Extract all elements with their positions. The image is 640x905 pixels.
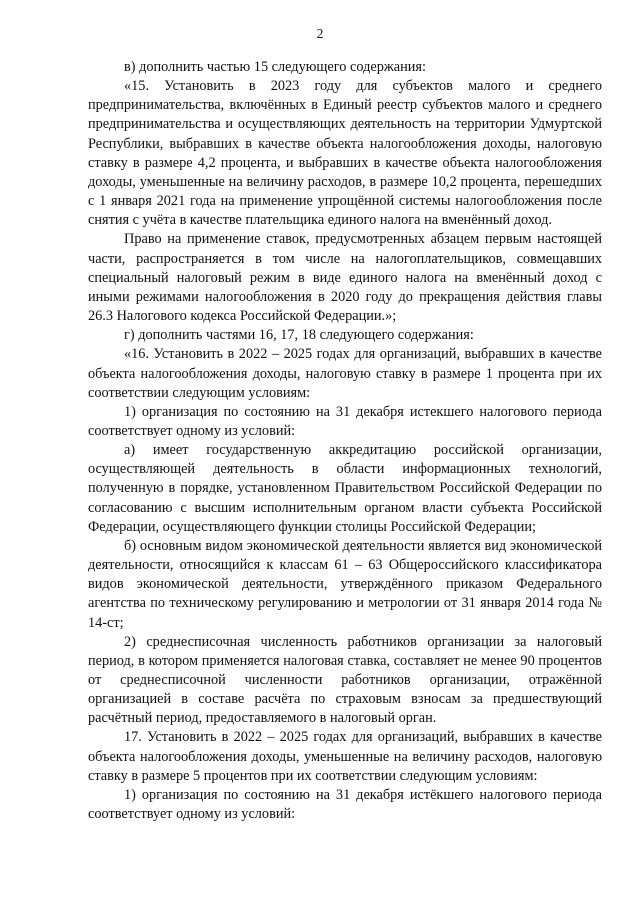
paragraph-16-condition-1b: б) основным видом экономической деятельности является вид экономической деятельности, относящийся к классам 61 – 63 Общероссийского классификатора видов экономической деятельности, утверждённого приказом Федерального агентства по техническому регулированию и метрологии от 31 января 2014 года № 14-ст;	[88, 537, 602, 631]
paragraph-16-condition-2: 2) среднесписочная численность работников организации за налоговый период, в котором применяется налоговая ставка, составляет не менее 90 процентов от среднесписочной численности работников организации, отражённой организацией в составе расчёта по страховым взносам за предшествующий расчётный период, предоставляемого в налоговый орган.	[88, 633, 602, 727]
paragraph-17-condition-1: 1) организация по состоянию на 31 декабря истёкшего налогового периода соответствует одному из условий:	[88, 786, 602, 823]
paragraph-part-16: «16. Установить в 2022 – 2025 годах для организаций, выбравших в качестве объекта налогообложения доходы, налоговую ставку в размере 1 процента при их соответствии следующим условиям:	[88, 346, 602, 401]
paragraph-item-v: в) дополнить частью 15 следующего содержания:	[124, 59, 426, 75]
page-number: 2	[316, 26, 324, 41]
paragraph-rates-right: Право на применение ставок, предусмотренных абзацем первым настоящей части, распространяется в том числе на налогоплательщиков, совмещавших специальный налоговый режим в виде единого налога на вменённый доход с иными режимами налогообложения в 2020 году до прекращения действия главы 26.3 Налогового кодекса Российской Федерации.»;	[88, 231, 602, 325]
document-body	[88, 58, 602, 824]
paragraph-item-g: г) дополнить частями 16, 17, 18 следующего содержания:	[124, 327, 474, 344]
paragraph-16-condition-1: 1) организация по состоянию на 31 декабря истекшего налогового периода соответствует одному из условий:	[88, 403, 602, 439]
paragraph-part-15: «15. Установить в 2023 году для субъектов малого и среднего предпринимательства, включённых в Единый реестр субъектов малого и среднего предпринимательства и осуществляющих деятельность на территории Удмуртской Республики, выбравших в качестве объекта налогообложения доходы, налоговую ставку в размере 4,2 процента, и выбравших в качестве объекта налогообложения доходы, уменьшенные на величину расходов, в размере 10,2 процента, перешедших с 1 января 2021 года на применение упрощённой системы налогообложения после снятия с учёта в качестве плательщика единого налога на вменённый доход.	[88, 78, 602, 229]
paragraph-16-condition-1a: а) имеет государственную аккредитацию российской организации, осуществляющей деятельность в области информационных технологий, полученную в порядке, установленном Правительством Российской Федерации по согласованию с высшим исполнительным органом власти субъекта Российской Федерации, осуществляющего функции столицы Российской Федерации;	[88, 442, 602, 535]
paragraph-part-17: 17. Установить в 2022 – 2025 годах для организаций, выбравших в качестве объекта налогообложения доходы, уменьшенные на величину расходов, налоговую ставку в размере 5 процентов при их соответствии следующим условиям:	[88, 729, 602, 784]
